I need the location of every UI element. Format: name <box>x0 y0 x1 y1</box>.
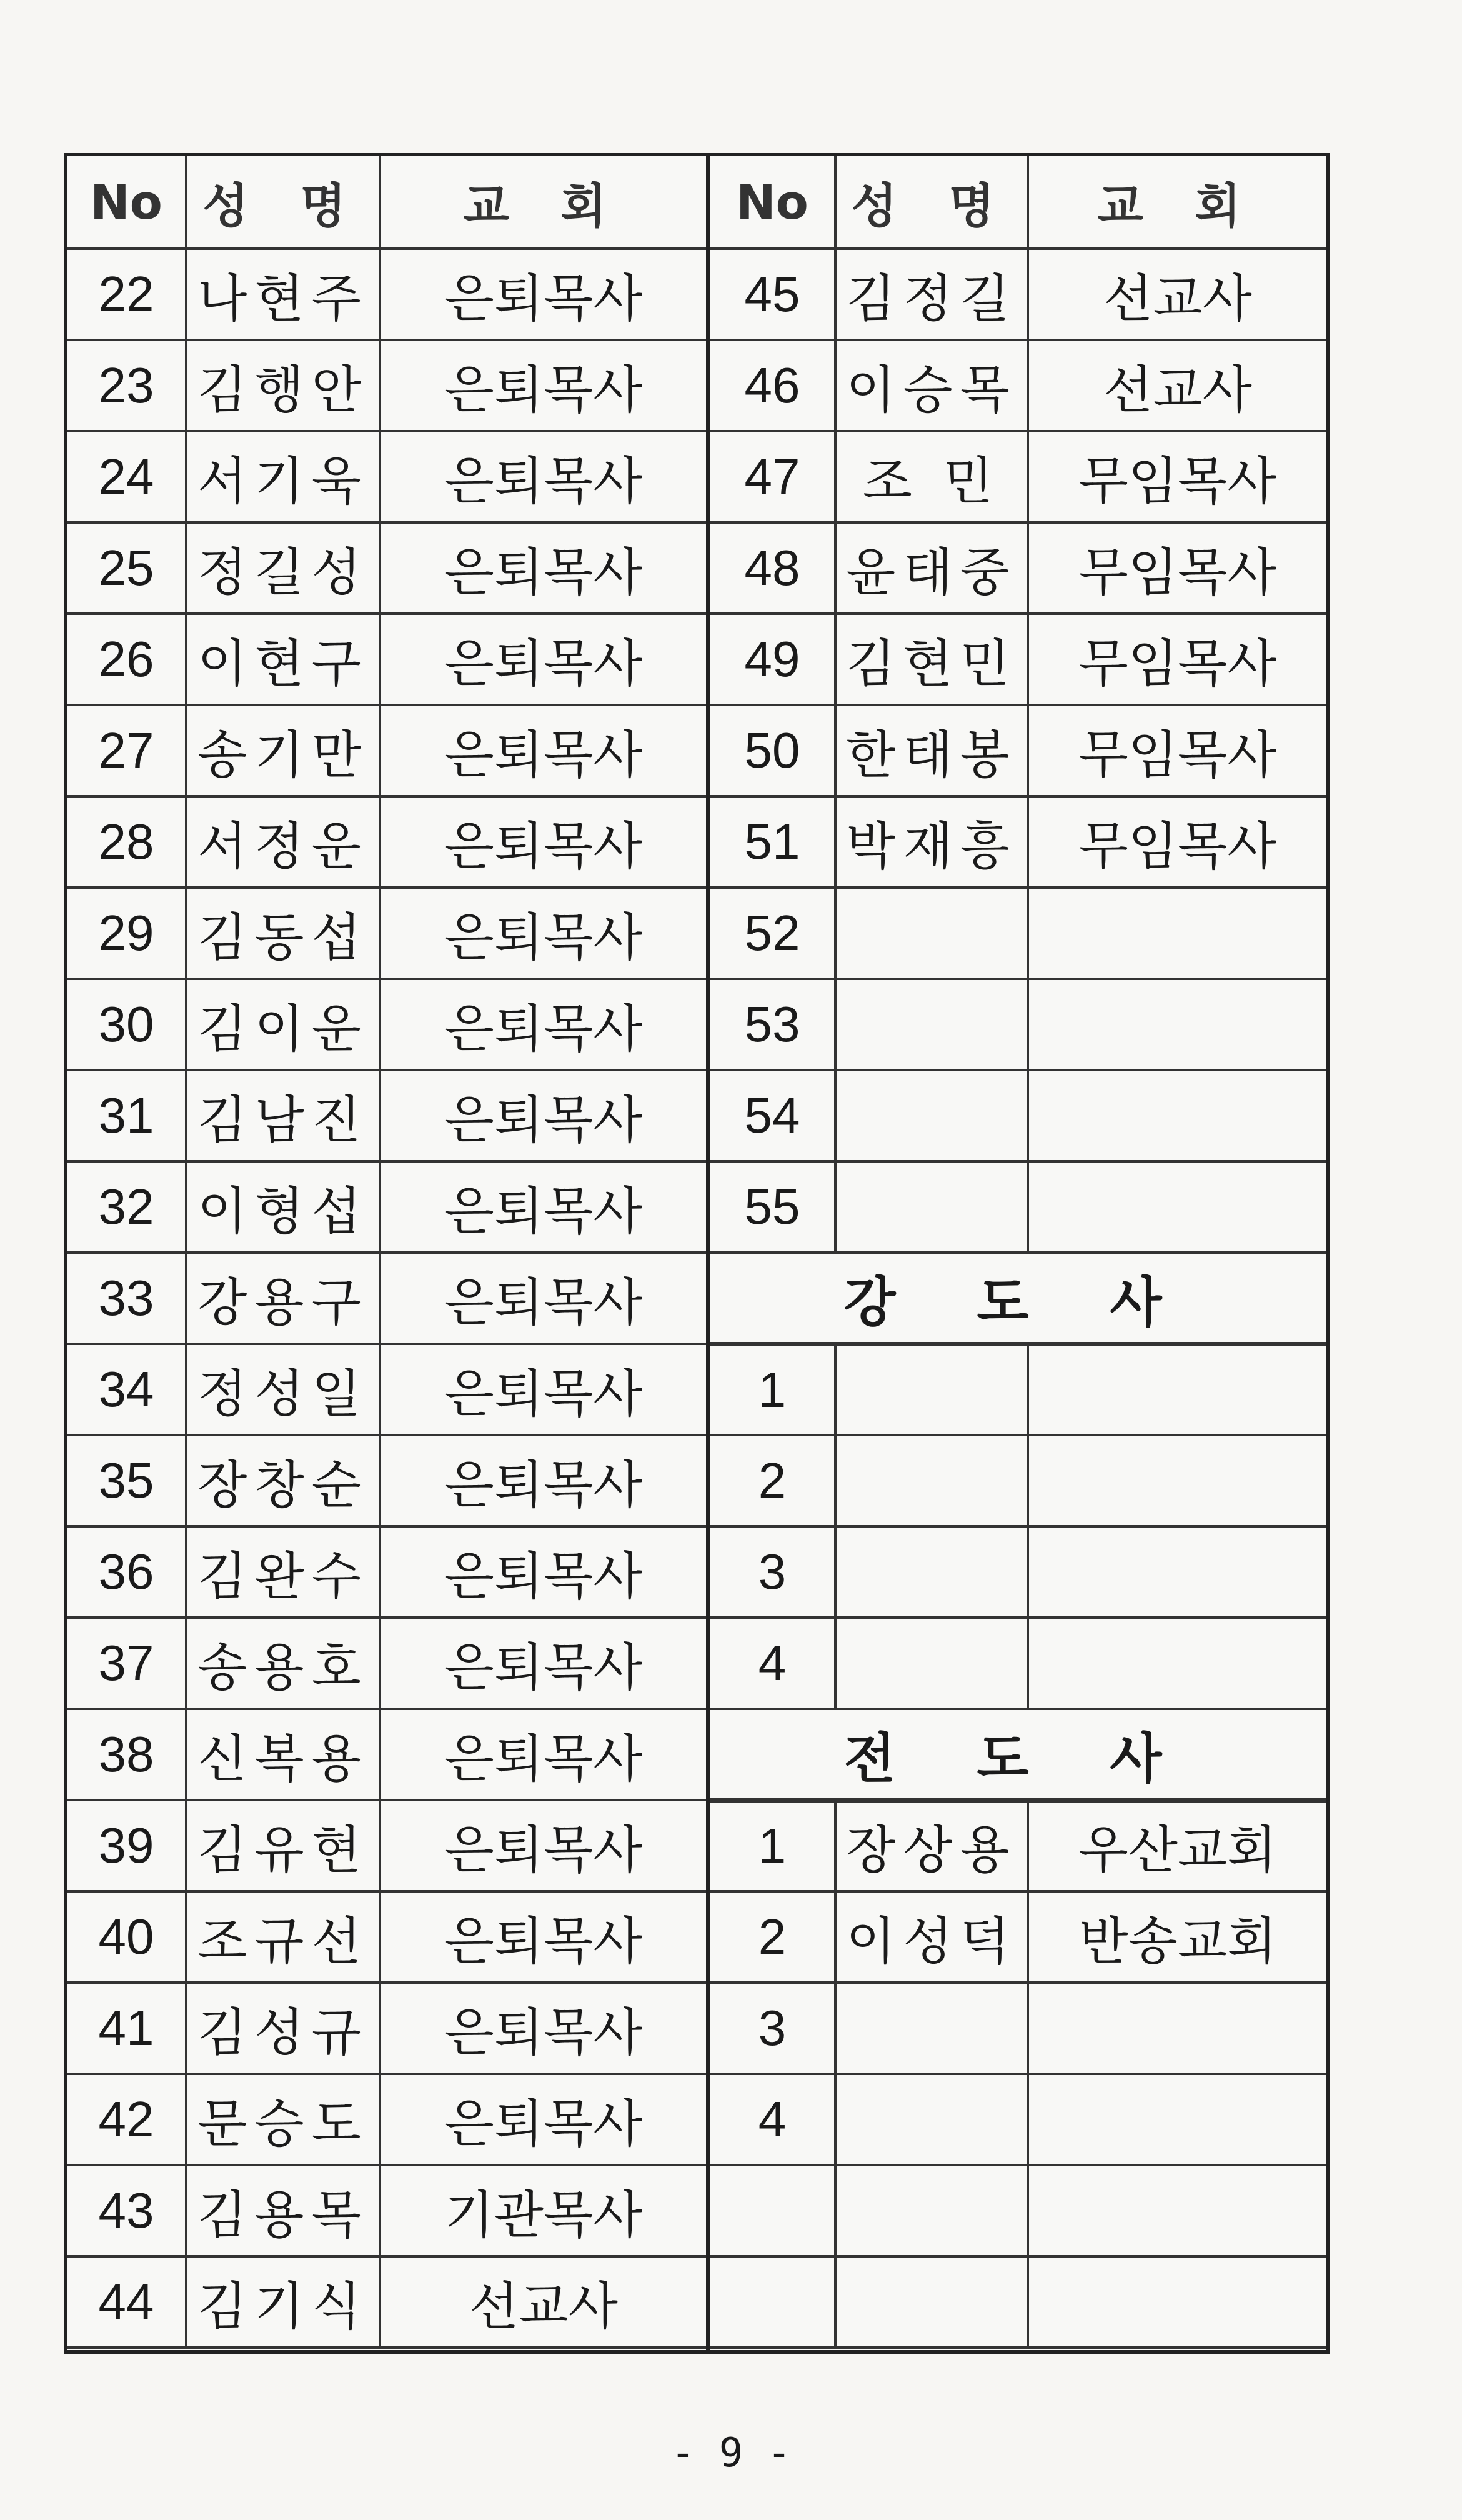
row-church: 은퇴목사 <box>380 1435 706 1526</box>
table-row <box>67 1344 706 1435</box>
row-number: 31 <box>67 1070 186 1161</box>
header-row <box>710 156 1326 249</box>
row-church: 무임목사 <box>1028 431 1326 522</box>
table-row <box>67 431 706 522</box>
table-row <box>67 1891 706 1982</box>
row-name: 김행안 <box>186 340 380 431</box>
row-number: 1 <box>710 1344 835 1435</box>
left-table <box>67 156 706 2349</box>
row-church <box>1028 2256 1326 2348</box>
row-number: 2 <box>710 1435 835 1526</box>
row-church: 은퇴목사 <box>380 1344 706 1435</box>
row-number: 3 <box>710 1526 835 1618</box>
row-name: 이형섭 <box>186 1161 380 1252</box>
right-table <box>710 156 1326 2349</box>
row-church: 반송교회 <box>1028 1891 1326 1982</box>
row-church: 선교사 <box>1028 249 1326 340</box>
row-church: 선교사 <box>1028 340 1326 431</box>
row-number: 30 <box>67 979 186 1070</box>
row-name: 정성일 <box>186 1344 380 1435</box>
right-table-half <box>710 156 1326 2350</box>
row-number: 33 <box>67 1252 186 1344</box>
row-church: 은퇴목사 <box>380 522 706 614</box>
row-church: 은퇴목사 <box>380 1070 706 1161</box>
row-name <box>835 1344 1028 1435</box>
table-row <box>67 522 706 614</box>
row-number: 32 <box>67 1161 186 1252</box>
row-church: 은퇴목사 <box>380 1161 706 1252</box>
row-church <box>1028 1435 1326 1526</box>
row-church: 은퇴목사 <box>380 431 706 522</box>
table-row <box>67 2256 706 2348</box>
table-row <box>710 614 1326 705</box>
row-name: 조 민 <box>835 431 1028 522</box>
row-church: 기관목사 <box>380 2165 706 2256</box>
table-row <box>67 1982 706 2074</box>
table-row <box>710 1344 1326 1435</box>
row-church: 은퇴목사 <box>380 2074 706 2165</box>
row-church: 은퇴목사 <box>380 614 706 705</box>
table-row <box>710 522 1326 614</box>
row-church <box>1028 979 1326 1070</box>
row-number: 43 <box>67 2165 186 2256</box>
row-number: 23 <box>67 340 186 431</box>
row-number: 50 <box>710 705 835 796</box>
table-row <box>710 1435 1326 1526</box>
row-number: 1 <box>710 1800 835 1891</box>
row-number: 44 <box>67 2256 186 2348</box>
row-church <box>1028 1161 1326 1252</box>
row-church <box>1028 888 1326 979</box>
row-name: 서기욱 <box>186 431 380 522</box>
header-no: No <box>710 156 835 249</box>
row-number: 3 <box>710 1982 835 2074</box>
row-name: 김정길 <box>835 249 1028 340</box>
table-row <box>67 888 706 979</box>
table-row <box>67 614 706 705</box>
row-number: 24 <box>67 431 186 522</box>
row-church: 은퇴목사 <box>380 796 706 888</box>
row-name: 이성덕 <box>835 1891 1028 1982</box>
row-church: 은퇴목사 <box>380 1982 706 2074</box>
row-number: 29 <box>67 888 186 979</box>
row-church: 은퇴목사 <box>380 1526 706 1618</box>
table-row <box>67 979 706 1070</box>
row-number: 2 <box>710 1891 835 1982</box>
table-row <box>710 1800 1326 1891</box>
row-name <box>835 2256 1028 2348</box>
row-name: 윤태중 <box>835 522 1028 614</box>
row-number: 51 <box>710 796 835 888</box>
row-number: 38 <box>67 1709 186 1800</box>
table-row <box>67 1618 706 1709</box>
row-name: 정길성 <box>186 522 380 614</box>
table-row <box>710 1161 1326 1252</box>
header-name: 성 명 <box>835 156 1028 249</box>
row-church <box>1028 1344 1326 1435</box>
table-row <box>67 1709 706 1800</box>
row-number: 49 <box>710 614 835 705</box>
row-name: 송기만 <box>186 705 380 796</box>
row-name: 서정운 <box>186 796 380 888</box>
row-name: 강용구 <box>186 1252 380 1344</box>
row-name: 이현구 <box>186 614 380 705</box>
row-number: 22 <box>67 249 186 340</box>
row-number: 47 <box>710 431 835 522</box>
row-church <box>1028 1982 1326 2074</box>
row-church: 은퇴목사 <box>380 1709 706 1800</box>
row-number: 26 <box>67 614 186 705</box>
table-row <box>710 1070 1326 1161</box>
row-number: 55 <box>710 1161 835 1252</box>
row-name <box>835 1070 1028 1161</box>
row-name: 한태봉 <box>835 705 1028 796</box>
row-name <box>835 1435 1028 1526</box>
row-number: 36 <box>67 1526 186 1618</box>
page-number: - 9 - <box>670 2430 792 2476</box>
row-church: 은퇴목사 <box>380 1618 706 1709</box>
row-number: 4 <box>710 1618 835 1709</box>
table-row <box>710 979 1326 1070</box>
row-number: 48 <box>710 522 835 614</box>
table-row <box>67 249 706 340</box>
row-number: 4 <box>710 2074 835 2165</box>
row-name <box>835 1982 1028 2074</box>
row-church: 무임목사 <box>1028 522 1326 614</box>
header-name: 성 명 <box>186 156 380 249</box>
row-number: 28 <box>67 796 186 888</box>
row-name <box>835 2165 1028 2256</box>
row-number: 45 <box>710 249 835 340</box>
header-church: 교 회 <box>380 156 706 249</box>
row-number: 42 <box>67 2074 186 2165</box>
table-row <box>67 1526 706 1618</box>
row-name: 김동섭 <box>186 888 380 979</box>
table-row <box>710 1982 1326 2074</box>
row-church: 은퇴목사 <box>380 705 706 796</box>
section-title: 전 도 사 <box>710 1709 1326 1800</box>
header-row <box>67 156 706 249</box>
row-name: 김성규 <box>186 1982 380 2074</box>
row-name: 박재흥 <box>835 796 1028 888</box>
row-church: 무임목사 <box>1028 796 1326 888</box>
table-row <box>67 1435 706 1526</box>
row-number: 53 <box>710 979 835 1070</box>
table-row <box>710 796 1326 888</box>
table-row <box>710 2074 1326 2165</box>
header-church: 교 회 <box>1028 156 1326 249</box>
row-name <box>835 979 1028 1070</box>
row-church: 무임목사 <box>1028 614 1326 705</box>
row-name <box>835 1161 1028 1252</box>
row-church <box>1028 1618 1326 1709</box>
row-church: 은퇴목사 <box>380 1891 706 1982</box>
row-number <box>710 2256 835 2348</box>
row-name: 신복용 <box>186 1709 380 1800</box>
row-church <box>1028 1526 1326 1618</box>
row-name: 김유현 <box>186 1800 380 1891</box>
table-row <box>710 2256 1326 2348</box>
row-church: 은퇴목사 <box>380 1252 706 1344</box>
table-row <box>710 705 1326 796</box>
row-church <box>1028 2165 1326 2256</box>
row-church: 은퇴목사 <box>380 979 706 1070</box>
table-row <box>67 705 706 796</box>
row-name: 김용목 <box>186 2165 380 2256</box>
row-name: 이승목 <box>835 340 1028 431</box>
row-church: 은퇴목사 <box>380 340 706 431</box>
table-row <box>710 1526 1326 1618</box>
row-name <box>835 888 1028 979</box>
row-name: 김남진 <box>186 1070 380 1161</box>
table-row <box>67 2074 706 2165</box>
table-row <box>67 2165 706 2256</box>
row-name <box>835 1618 1028 1709</box>
header-no: No <box>67 156 186 249</box>
section-title-row <box>710 1709 1326 1800</box>
table-row <box>67 796 706 888</box>
row-church: 우산교회 <box>1028 1800 1326 1891</box>
row-number: 46 <box>710 340 835 431</box>
table-row <box>710 888 1326 979</box>
row-name: 장상용 <box>835 1800 1028 1891</box>
row-name <box>835 1526 1028 1618</box>
table-row <box>710 431 1326 522</box>
row-name: 문승도 <box>186 2074 380 2165</box>
row-number: 40 <box>67 1891 186 1982</box>
row-number: 34 <box>67 1344 186 1435</box>
row-name: 조규선 <box>186 1891 380 1982</box>
row-church <box>1028 2074 1326 2165</box>
row-number <box>710 2165 835 2256</box>
section-title-row <box>710 1252 1326 1344</box>
table-row <box>710 249 1326 340</box>
row-name <box>835 2074 1028 2165</box>
table-row <box>67 1800 706 1891</box>
section-title: 강 도 사 <box>710 1252 1326 1344</box>
row-number: 52 <box>710 888 835 979</box>
row-church: 선교사 <box>380 2256 706 2348</box>
row-number: 54 <box>710 1070 835 1161</box>
row-name: 김이운 <box>186 979 380 1070</box>
row-church: 은퇴목사 <box>380 888 706 979</box>
table-row <box>67 1161 706 1252</box>
row-church: 은퇴목사 <box>380 249 706 340</box>
row-name: 송용호 <box>186 1618 380 1709</box>
table-row <box>67 340 706 431</box>
row-church: 무임목사 <box>1028 705 1326 796</box>
row-number: 35 <box>67 1435 186 1526</box>
row-name: 김완수 <box>186 1526 380 1618</box>
row-number: 37 <box>67 1618 186 1709</box>
roster-table <box>64 152 1330 2354</box>
row-church: 은퇴목사 <box>380 1800 706 1891</box>
row-number: 39 <box>67 1800 186 1891</box>
table-row <box>67 1070 706 1161</box>
table-row <box>710 1618 1326 1709</box>
row-church <box>1028 1070 1326 1161</box>
row-name: 김기식 <box>186 2256 380 2348</box>
table-row <box>67 1252 706 1344</box>
table-row <box>710 340 1326 431</box>
row-number: 27 <box>67 705 186 796</box>
row-name: 김현민 <box>835 614 1028 705</box>
table-row <box>710 1891 1326 1982</box>
row-number: 25 <box>67 522 186 614</box>
table-row <box>710 2165 1326 2256</box>
row-name: 나현주 <box>186 249 380 340</box>
left-table-half <box>67 156 710 2350</box>
row-number: 41 <box>67 1982 186 2074</box>
row-name: 장창순 <box>186 1435 380 1526</box>
